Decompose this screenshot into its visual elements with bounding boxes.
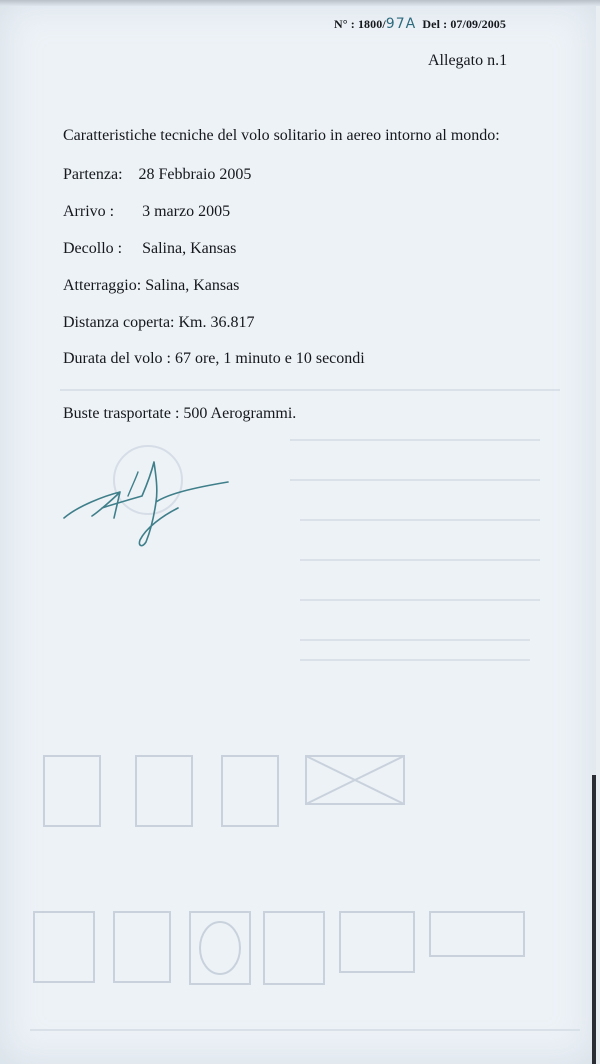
duration-line: Durata del volo : 67 ore, 1 minuto e 10 secondi <box>63 350 365 367</box>
page-edge-shadow <box>592 775 596 1064</box>
envelopes-line: Buste trasportate : 500 Aerogrammi. <box>63 405 297 422</box>
protocol-date: Del : 07/09/2005 <box>422 17 506 31</box>
intro-text: Caratteristiche tecniche del volo solitario in aereo intorno al mondo: <box>63 127 500 144</box>
top-edge-strip <box>0 0 600 6</box>
protocol-number-label: N° : 1800/ <box>334 17 386 31</box>
protocol-number-handwritten: 97A <box>385 16 417 32</box>
attachment-label: Allegato n.1 <box>428 52 508 69</box>
distance-line: Distanza coperta: Km. 36.817 <box>63 314 255 331</box>
landing-line: Atterraggio: Salina, Kansas <box>63 277 240 294</box>
departure-line: Partenza: 28 Febbraio 2005 <box>63 166 252 183</box>
protocol-header <box>334 16 506 32</box>
arrival-line: Arrivo : 3 marzo 2005 <box>63 203 231 220</box>
handwritten-signature <box>58 456 248 556</box>
takeoff-line: Decollo : Salina, Kansas <box>63 240 237 257</box>
